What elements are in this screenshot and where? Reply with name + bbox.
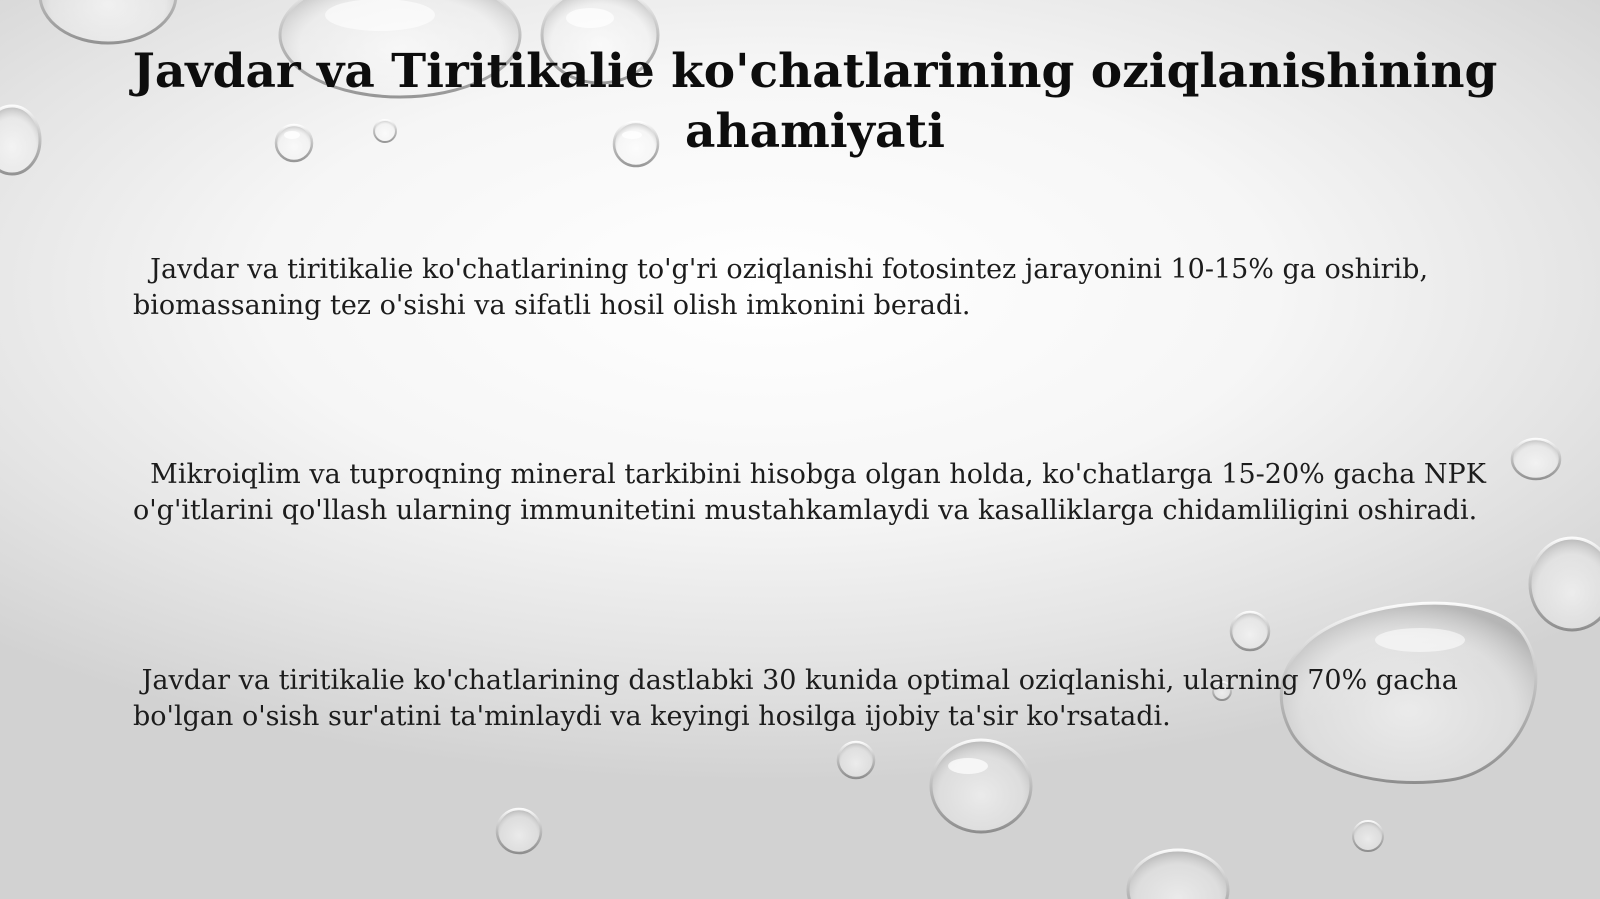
droplet-left-edge	[0, 106, 40, 174]
droplet-bottom-partial	[1128, 850, 1228, 899]
droplet-right-2	[1530, 538, 1600, 630]
droplet-small-6	[838, 742, 874, 778]
droplet-large-top-left	[40, 0, 176, 43]
paragraph-npk-fertilizers: Mikroiqlim va tuproqning mineral tarkibini hisobga olgan holda, ko'chatlarga 15-20% gacha NPK o'g'itlarini qo'llash ularning immunitetini mustahkamlaydi va kasalliklarga chidamliligini oshiradi.	[133, 459, 1495, 526]
droplet-medium-bottom	[931, 740, 1031, 832]
paragraph-photosynthesis: Javdar va tiritikalie ko'chatlarining to'g'ri oziqlanishi fotosintez jarayonini 10-15% ga oshirib, biomassaning tez o'sishi va sifatli hosil olish imkonini beradi.	[133, 254, 1437, 321]
droplet-small-4	[1231, 612, 1269, 650]
droplet-right-1	[1512, 439, 1560, 479]
droplet-small-8	[1353, 821, 1383, 851]
slide-title: Javdar va Tiritikalie ko'chatlarining oziqlanishining ahamiyati	[132, 44, 1498, 159]
droplet-small-7	[497, 809, 541, 853]
paragraph-first-30-days: Javdar va tiritikalie ko'chatlarining dastlabki 30 kunida optimal oziqlanishi, ularning 70% gacha bo'lgan o'sish sur'atini ta'minlaydi va keyingi hosilga ijobiy ta'sir ko'rsatadi.	[133, 665, 1467, 732]
